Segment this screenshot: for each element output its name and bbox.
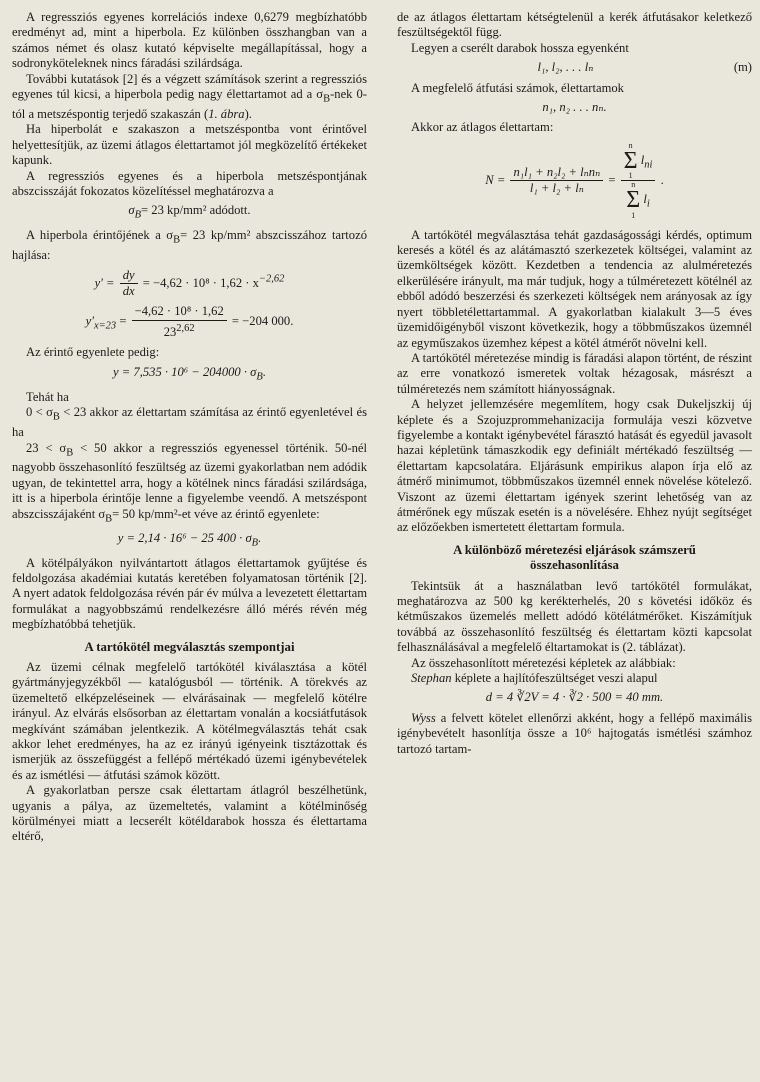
paragraph: $23 < \sigma_B < 50$ akkor a regressziós egyenessel történik. 50-nél nagyobb összehasonlító feszültség az üzemi gyakorlatban nem adódik ugyan, de tekintettel arra, hogy a kötélnek nincs fáradási szilárdsága, itt is a hiperbola érintője lenne a figyelembe veendő. A metszéspont abszcisszájaként $\sigma_B= 50$ kp/mm²-et véve az érintő egyenlete: [12, 440, 367, 525]
paragraph: Stephan képlete a hajlítófeszültséget veszi alapul [411, 671, 658, 686]
paragraph: A megfelelő átfutási számok, élettartamok [411, 80, 624, 95]
paragraph: $0 < \sigma_B < 23$ akkor az élettartam számítása az érintő egyenletével és ha [12, 405, 367, 440]
equation-counts: n₁, n₂ . . . nₙ. [542, 100, 607, 115]
paragraph: Tekintsük át a használatban levő tartókötél formulákat, meghatározva az 500 kg kerékterhelés, 20 s követési időköz és kétműszakos üzemelés mellett adódó kötélátmérőket. Kiszámítjuk továbbá az összehasonlító feszültség és élettartam közti kapcsolat felhasználásával a megfelelő éltartamokat is (2. táblázat). [397, 578, 752, 655]
paragraph: Az érintő egyenlete pedig: [26, 345, 160, 360]
equation-stephan: d = 4 ∛2V = 4 · ∛2 · 500 = 40 mm. [485, 690, 664, 705]
paragraph: A regressziós egyenes és a hiperbola metszéspontjának abszcisszáját fokozatos közelítéssel meghatározva a [12, 168, 367, 198]
paragraph: Tehát ha [26, 389, 69, 404]
equation-tangent-50: y = 2,14 · 16⁶ − 25 $400 \cdot \sigma_B$. [117, 530, 262, 549]
equation-lengths: (m) l₁, l₂, . . . lₙ [537, 60, 752, 75]
paragraph: További kutatások [2] és a végzett számítások szerint a regressziós egyenes túl kicsi, a hiperbola pedig nagy élettartamot ad a $\sigma_B$-nek 0-tól a metszéspontig terjedő szakaszán (1. ábra). [12, 71, 367, 121]
paragraph: Akkor az átlagos élettartam: [411, 120, 554, 135]
left-column [12, 10, 367, 845]
section-heading: A különböző méretezési eljárások számszerű összehasonlítása [453, 542, 696, 573]
paragraph: A tartókötél megválasztása tehát gazdaságossági kérdés, optimum keresés a kötél és az alátámasztó szerkezetek költségei, valamint az üzemköltségek között. Kezdetben a tendencia az alulméretezés elkerülésére irányult, ma már tudjuk, hogy a túlméretezett kötélnél az ebből adódó beszerzési és szerkezeti költségek nem arányosak az így nyert többletélettartammal. A gyakorlatban kialakult 3—5 éves üzemidőigényből viszont következik, hogy a többműszakos üzemnél az egyműszakos üzemhez képest a kötél átmérőt növelni kell. [397, 227, 752, 350]
paragraph: de az átlagos élettartam kétségtelenül a kerék átfutásakor keletkező feszültségektől függ. [397, 10, 752, 40]
paragraph: Az összehasonlított méretezési képletek az alábbiak: [411, 655, 676, 670]
equation-sigma-value: $\sigma_B= 23$ kp/mm² adódott. [128, 203, 251, 221]
paragraph: Az üzemi célnak megfelelő tartókötél kiválasztása a kötél gyártmányjegyzékből — katalógusból — történik. A törekvés az üzemeltető elképzeléseinek — elvárásainak — megfelelő kötélre irányul. Az elvárás elsősorban az élettartam vonalán a kocsiátfutások megkívánt számában jelentkezik. A kötélmegválasztás tehát csak akkor lehet eredményes, ha az ez irányú igényeink tisztázottak és ismerjük az összefüggést a fellépő mértékadó üzemi igénybevételek és az ismétlési — átfutási számok között. [12, 659, 367, 782]
paragraph: A helyzet jellemzésére megemlítem, hogy csak Dukeljszkij új képlete és a Szojuzprommehanizacija formulája veszi közvetve figyelembe a kontakt igénybevétel fárasztó hatását és egyedül javasolt hazai képletünk támaszkodik egy definiált mértékadó feszültség — élettartam kapcsolatára. Eljárásunk empirikus alapon írja elő az átmérő minimumot, többműszakos üzemnél ennek növelése kötelező. Viszont az üzemi élettartam igények szerint lehetőség van az átmérőnek egy műszak esetén is a növelésére. Ehhez nyújt segítséget az előzőekben ismertetett élettartam formula. [397, 397, 752, 535]
paragraph: Legyen a cserélt darabok hossza egyenként [411, 40, 629, 55]
equation-average-life: N = $\frac{\text{n₁l₁ + n₂l₂ + lₙnₙ}}{\text{l₁ + l₂ + lₙ}}$ = n Σ 1 $l_{ni}$ n Σ 1 $l_i$ . [485, 140, 664, 220]
paragraph: A gyakorlatban persze csak élettartam átlagról beszélhetünk, ugyanis a pálya, az üzemeltetés, valamint a kötélminőség körülményei miatt a lecserélt kötéldarabok hossza és élettartama eltérő, [12, 783, 367, 844]
section-heading: A tartókötél megválasztás szempontjai [84, 639, 295, 654]
equation-derivative: y' = $\frac{dy}{dx}$ = $-4,62 \cdot 10^8 \cdot 1,62 \cdot x^{-2,62}$ [94, 267, 285, 299]
paragraph: Ha hiperbolát e szakaszon a metszéspontba vont érintővel helyettesítjük, az üzemi átlagos élettartamot jól megközelítő értékeket kapunk. [12, 122, 367, 168]
paragraph: A tartókötél méretezése mindig is fáradási alapon történt, de részint az erre vonatkozó ismeretek voltak hézagosak, másrészt a túlméretezés nem számított hiányosságnak. [397, 350, 752, 396]
equation-tangent: $y = 7,535 \cdot 10^6 - 204000 \cdot \sigma_B$. [113, 364, 266, 383]
paragraph: A regressziós egyenes korrelációs indexe 0,6279 megbízhatóbb eredményt ad, mint a hiperbola. Ez különben összhangban van a számos német és olasz kutató képviselte megállapítással, hogy a sodronyköteleknek nincs fáradási szilárdsága. [12, 10, 367, 71]
right-column [397, 10, 752, 757]
equation-slope: $y'_{x=23}$ = $\frac{\text{−4,62 · 10⁸ · 1,62}}{23^{2,62}}$ = −204 000. [85, 304, 294, 340]
paragraph: A kötélpályákon nyilvántartott átlagos élettartamok gyűjtése és feldolgozása akadémiai kutatás keretében folyamatosan történik [2]. A nyert adatok feldolgozása révén pár év múlva a levezetett élettartam formulákat a nagyobbszámú rendelkezésre álló mérés révén még megbízhatóbbá tehetjük. [12, 555, 367, 632]
paragraph: A hiperbola érintőjének a $\sigma_B= 23$ kp/mm² abszcisszához tartozó hajlása: [12, 228, 367, 263]
paragraph: Wyss a felvett kötelet ellenőrzi akként, hogy a fellépő maximális igénybevételt hasonlítja össze a 10⁶ hajtogatás ismétlési számhoz tartozó tartam- [397, 710, 752, 756]
